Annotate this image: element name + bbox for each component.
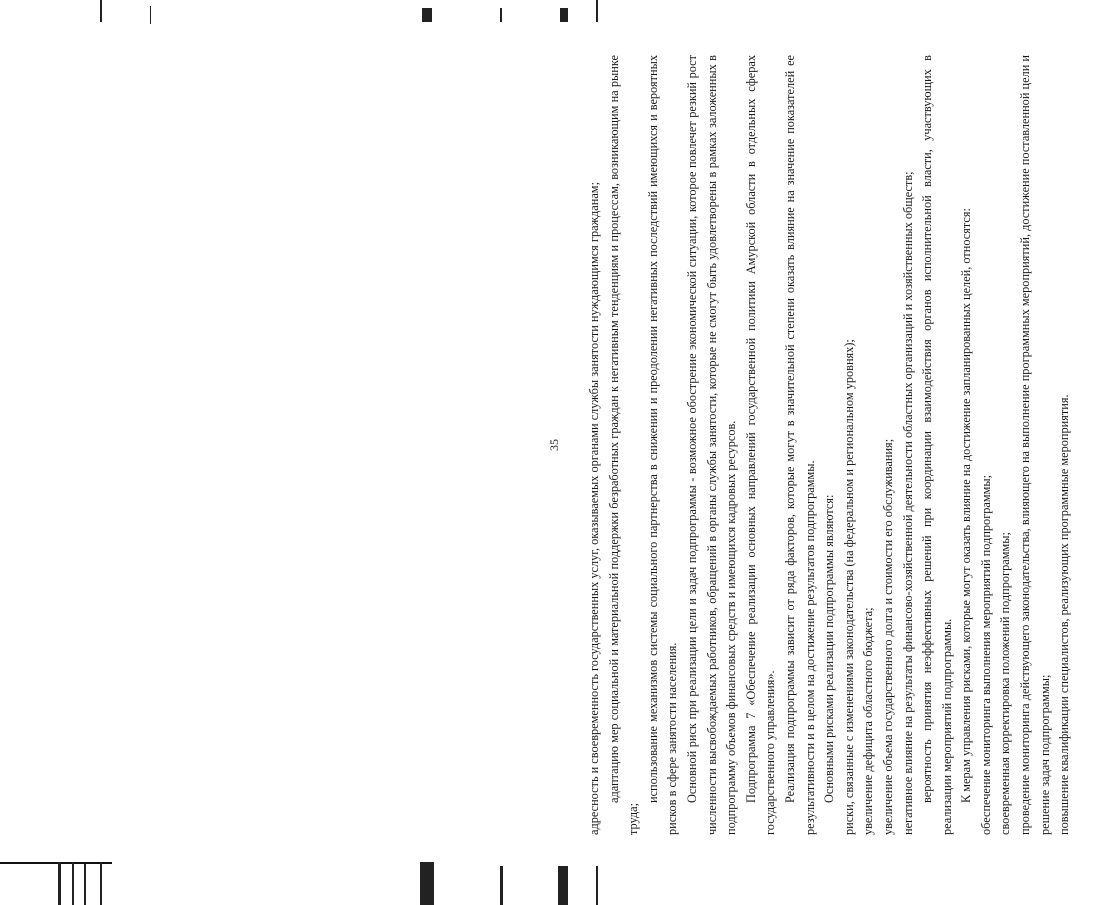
scan-mark-right-5 (560, 8, 568, 22)
paragraph: повышение квалификации специалистов, реализующих программные мероприятия. (1057, 394, 1072, 835)
paragraph: негативное влияние на результаты финансово-хозяйственной деятельности областных организаций и хозяйственных обществ; (900, 171, 915, 835)
paragraph: Основной риск при реализации цели и задач подпрограммы - возможное обострение экономической ситуации, которое повлечет резкий рост численности высвобождаемых работников, обращений в органы службы занятости, которые не смогут быть удовлетворены в рамках заложенных в подпрограмму объемов финансовых средств и имеющихся кадровых ресурсов. (684, 55, 739, 835)
scan-mark-left-4 (100, 862, 102, 905)
page-number: 35 (547, 439, 561, 451)
scan-mark-left-2 (72, 862, 74, 905)
paragraph: увеличение дефицита областного бюджета; (861, 607, 876, 835)
document-body (585, 55, 1075, 835)
scan-mark-bottom-r1 (420, 862, 434, 905)
paragraph: использование механизмов системы социального партнерства в снижении и преодолении негативных последствий имеющихся и вероятных рисков в сфере занятости населения. (645, 55, 680, 835)
paragraph: Основными рисками реализации подпрограммы являются: (822, 494, 837, 803)
scan-mark-right-4 (500, 8, 502, 22)
paragraph: адаптацию мер социальной и материальной поддержки безработных граждан к негативным тенденциям и процессам, возникающим на рынке труда; (606, 55, 641, 835)
scan-mark-bottom-r3 (558, 866, 568, 905)
paragraph: К мерам управления рисками, которые могут оказать влияние на достижение запланированных целей, относятся: (959, 208, 974, 803)
paragraph: Подпрограмма 7 «Обеспечение реализации основных направлений государственной политики Амурской области в отдельных сферах государственного управления». (743, 55, 778, 835)
scan-mark-right-6 (596, 0, 598, 22)
paragraph: своевременная корректировка положений подпрограммы; (998, 532, 1013, 835)
paragraph: адресность и своевременность государственных услуг, оказываемых органами службы занятости нуждающимся гражданам; (587, 181, 601, 835)
scan-mark-right-2 (150, 6, 151, 24)
scan-mark-right-1 (100, 0, 102, 22)
scan-mark-left-3 (84, 864, 86, 905)
scan-mark-bottom-r2 (500, 866, 503, 905)
paragraph: проведение мониторинга действующего законодательства, влияющего на выполнение программных мероприятий, достижение поставленной цели и решение задач подпрограммы; (1018, 55, 1052, 835)
paragraph: Реализация подпрограммы зависит от ряда факторов, которые могут в значительной степени оказать влияние на значение показателей ее результативности и в целом на достижение результатов подпрограммы. (782, 55, 817, 835)
scan-mark-bottom-r4 (596, 866, 598, 905)
scan-mark-left-1 (58, 862, 61, 905)
rotated-page (547, 55, 1115, 835)
paragraph: вероятность принятия неэффективных решений при координации взаимодействия органов исполнительной власти, участвующих в реализации мероприятий подпрограммы. (920, 55, 954, 835)
scan-mark-right-3 (422, 8, 432, 22)
paragraph: риски, связанные с изменениями законодательства (на федеральном и региональном уровнях); (841, 339, 856, 835)
paragraph: обеспечение мониторинга выполнения мероприятий подпрограммы; (978, 474, 993, 835)
scan-edge-left (0, 862, 112, 864)
paragraph: увеличение объема государственного долга и стоимости его обслуживания; (880, 438, 895, 835)
